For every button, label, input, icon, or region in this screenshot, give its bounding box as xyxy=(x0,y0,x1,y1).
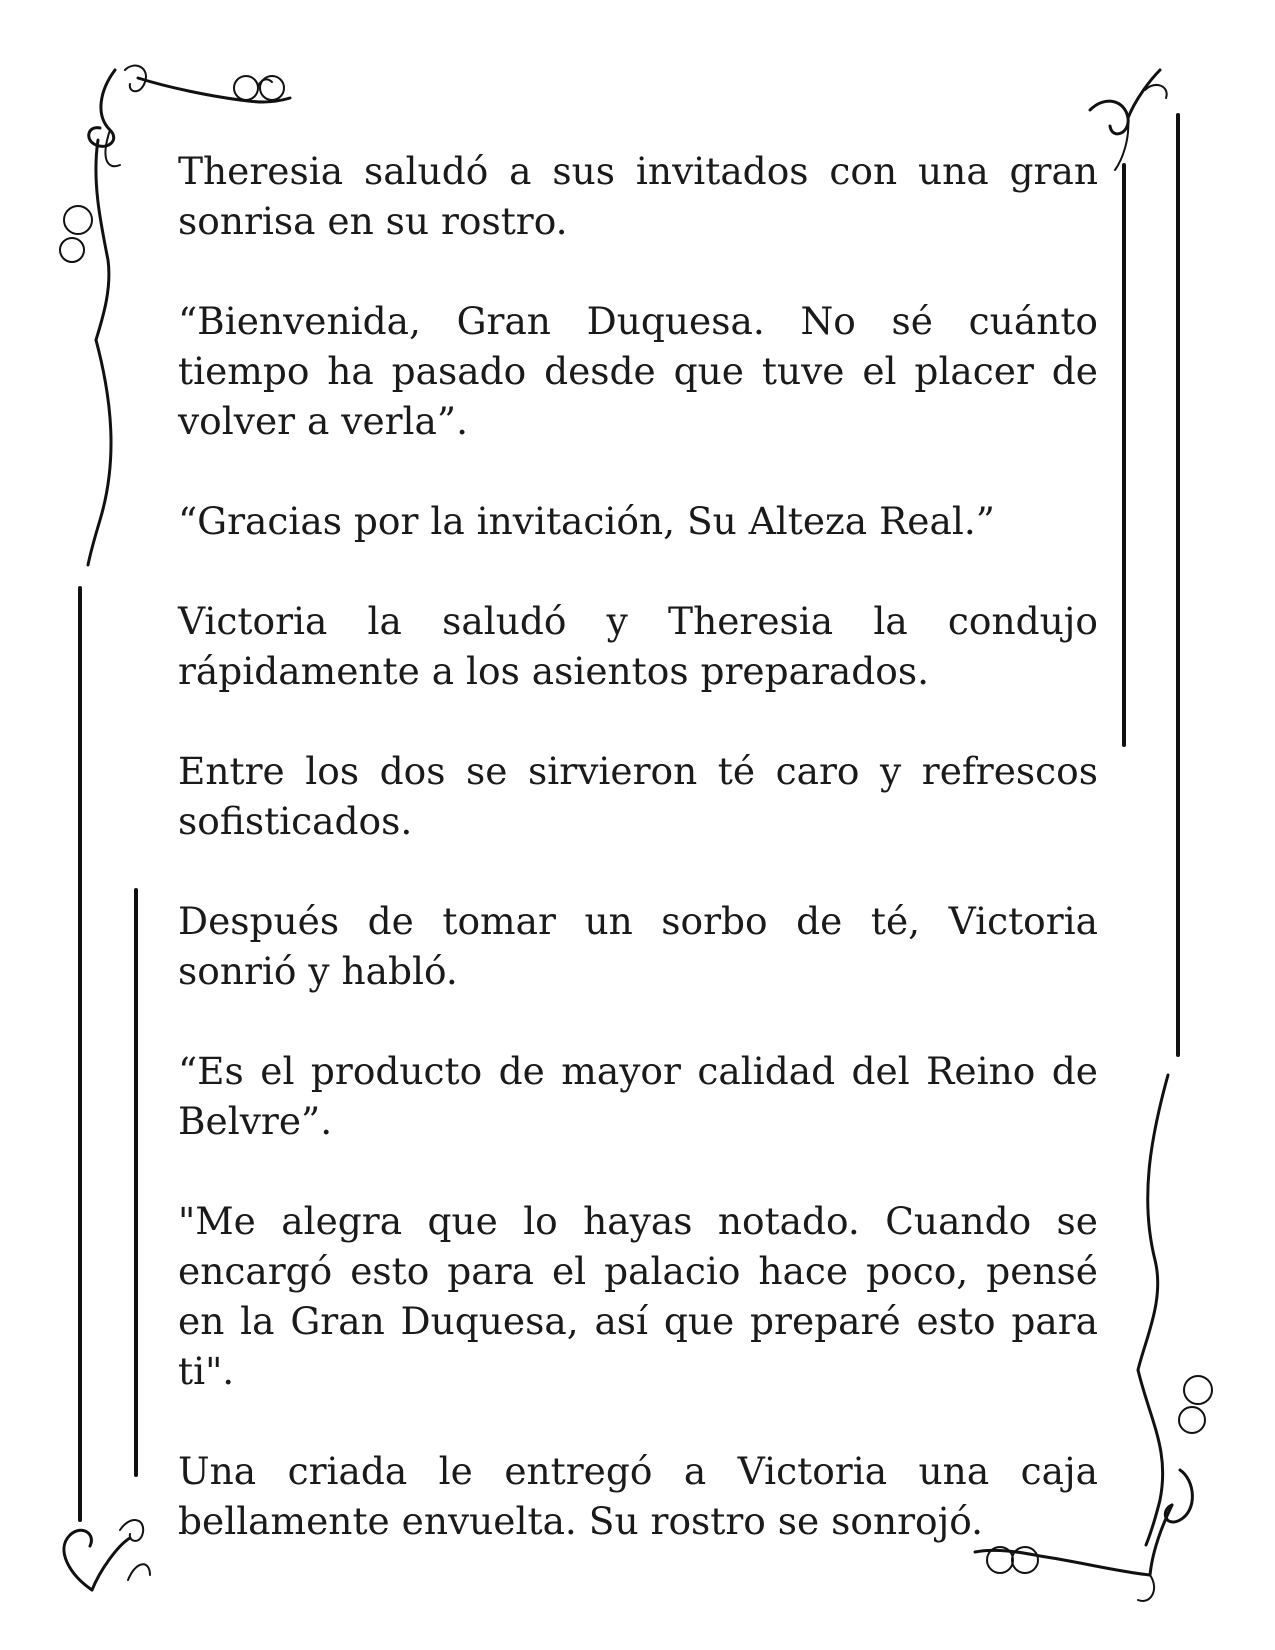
bottom-left-flourish xyxy=(64,1520,150,1590)
paragraph-9: Una criada le entregó a Victoria una caja bellamente envuelta. Su rostro se sonrojó. xyxy=(178,1449,1098,1543)
paragraph-6: Después de tomar un sorbo de té, Victoria sonrió y habló. xyxy=(178,899,1098,993)
paragraph-5: Entre los dos se sirvieron té caro y refrescos sofisticados. xyxy=(178,749,1098,843)
paragraph-4: Victoria la saludó y Theresia la condujo rápidamente a los asientos preparados. xyxy=(178,599,1098,693)
paragraph-3: “Gracias por la invitación, Su Alteza Real.” xyxy=(178,499,995,543)
page-body-text xyxy=(178,146,1098,1546)
top-right-flourish xyxy=(1090,70,1167,170)
paragraph-2: “Bienvenida, Gran Duquesa. No sé cuánto tiempo ha pasado desde que tuve el placer de volver a verla”. xyxy=(178,299,1098,443)
paragraph-7: “Es el producto de mayor calidad del Reino de Belvre”. xyxy=(178,1049,1098,1143)
paragraph-8: "Me alegra que lo hayas notado. Cuando se encargó esto para el palacio hace poco, pensé en la Gran Duquesa, así que preparé esto para ti". xyxy=(178,1199,1098,1393)
paragraph-1: Theresia saludó a sus invitados con una gran sonrisa en su rostro. xyxy=(178,149,1098,243)
